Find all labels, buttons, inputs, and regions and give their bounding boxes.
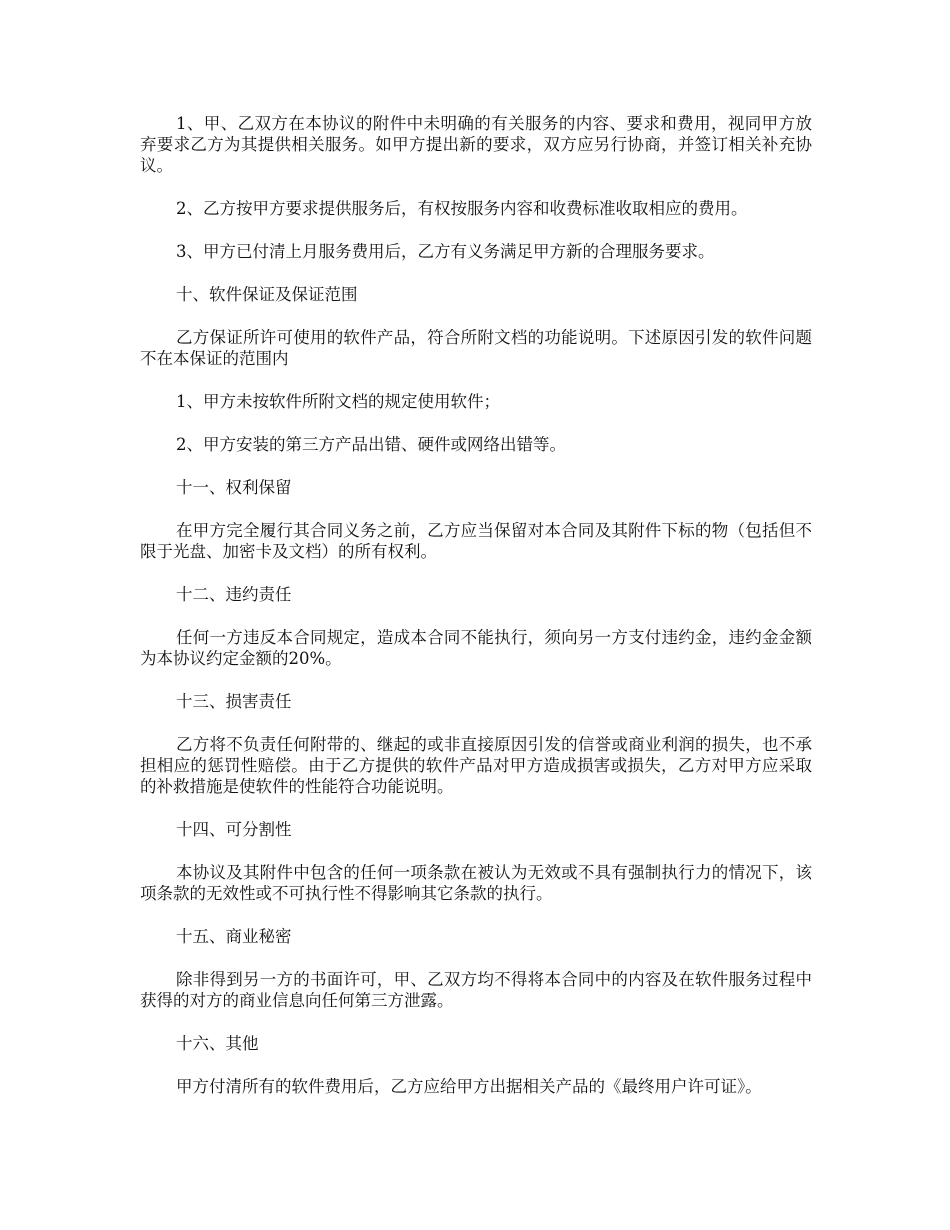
clause-paragraph: 1、甲、乙双方在本协议的附件中未明确的有关服务的内容、要求和费用，视同甲方放弃要求乙方为其提供相关服务。如甲方提出新的要求，双方应另行协商，并签订相关补充协议。: [140, 114, 812, 175]
clause-paragraph: 1、甲方未按软件所附文档的规定使用软件；: [176, 392, 500, 411]
clause-paragraph: 3、甲方已付清上月服务费用后，乙方有义务满足甲方新的合理服务要求。: [176, 242, 715, 261]
section-heading: 十一、权利保留: [176, 478, 292, 497]
section-heading: 十三、损害责任: [176, 692, 292, 711]
clause-paragraph: 除非得到另一方的书面许可，甲、乙双方均不得将本合同中的内容及在软件服务过程中获得的对方的商业信息向任何第三方泄露。: [140, 970, 812, 1010]
clause-paragraph: 2、甲方安装的第三方产品出错、硬件或网络出错等。: [176, 435, 566, 454]
clause-paragraph: 乙方保证所许可使用的软件产品，符合所附文档的功能说明。下述原因引发的软件问题不在本保证的范围内: [140, 328, 812, 368]
clause-paragraph: 在甲方完全履行其合同义务之前，乙方应当保留对本合同及其附件下标的物（包括但不限于光盘、加密卡及文档）的所有权利。: [140, 521, 812, 561]
section-heading: 十二、违约责任: [176, 585, 292, 604]
clause-paragraph: 2、乙方按甲方要求提供服务后，有权按服务内容和收费标准收取相应的费用。: [176, 199, 748, 218]
clause-paragraph: 甲方付清所有的软件费用后，乙方应给甲方出据相关产品的《最终用户许可证》。: [176, 1077, 762, 1096]
section-heading: 十六、其他: [176, 1034, 259, 1053]
section-heading: 十四、可分割性: [176, 820, 292, 839]
section-heading: 十五、商业秘密: [176, 927, 292, 946]
clause-paragraph: 任何一方违反本合同规定，造成本合同不能执行，须向另一方支付违约金，违约金金额为本协议约定金额的20%。: [140, 628, 812, 668]
clause-paragraph: 乙方将不负责任何附带的、继起的或非直接原因引发的信誉或商业利润的损失，也不承担相应的惩罚性赔偿。由于乙方提供的软件产品对甲方造成损害或损失，乙方对甲方应采取的补救措施是使软件的性能符合功能说明。: [140, 735, 812, 796]
document-body: [140, 113, 812, 1119]
clause-paragraph: 本协议及其附件中包含的任何一项条款在被认为无效或不具有强制执行力的情况下，该项条款的无效性或不可执行性不得影响其它条款的执行。: [140, 863, 812, 903]
section-heading: 十、软件保证及保证范围: [176, 285, 358, 304]
